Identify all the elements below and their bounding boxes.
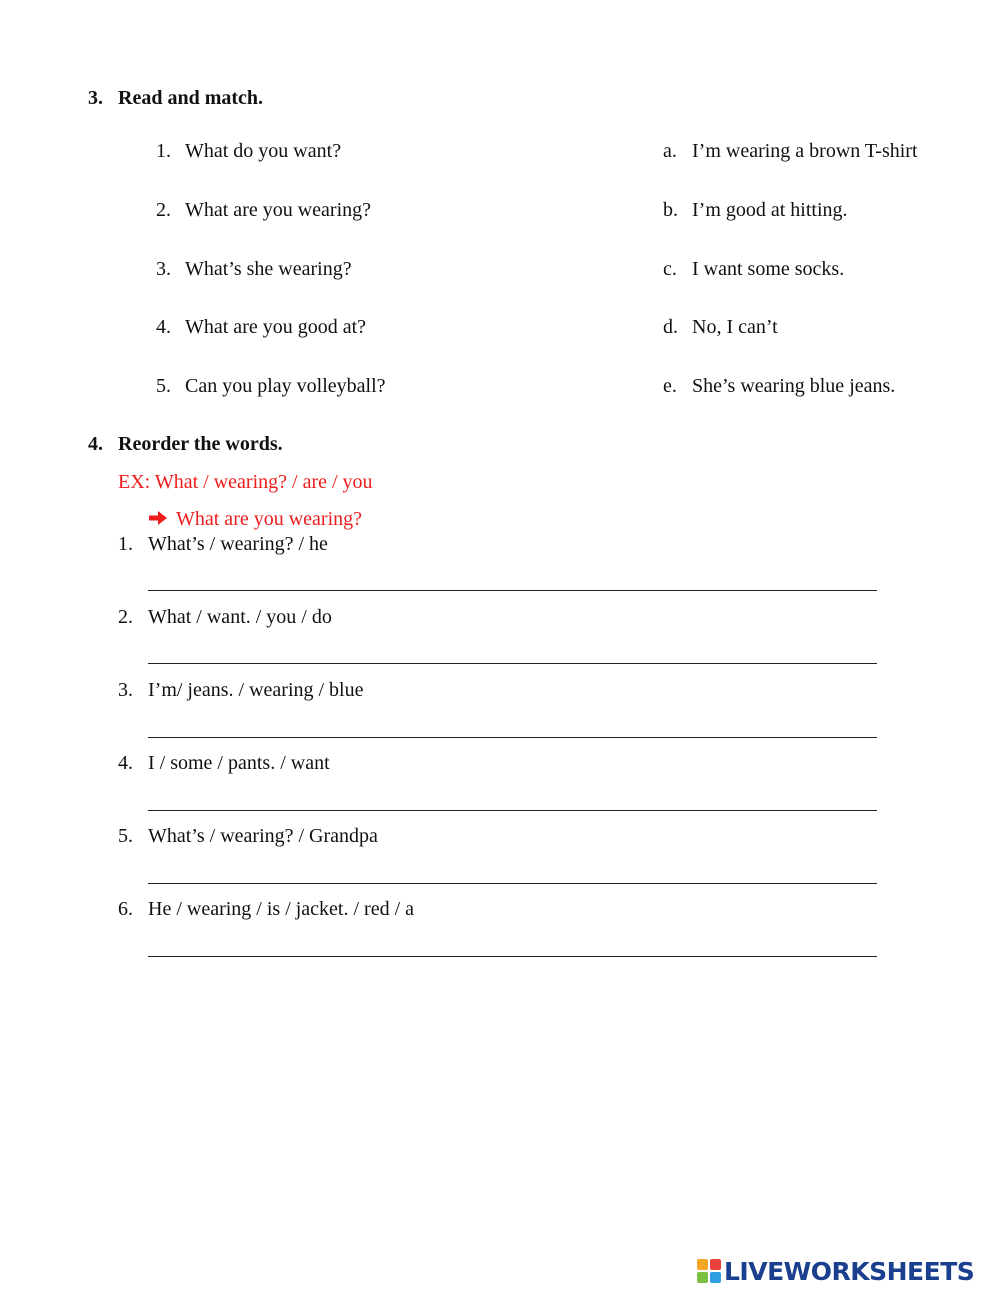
question-number: 5. <box>156 375 171 397</box>
question-text: What’s she wearing? <box>185 258 352 280</box>
logo-block-i <box>710 1259 721 1270</box>
item-words: What’s / wearing? / he <box>148 533 328 555</box>
answer-letter: b. <box>663 199 678 221</box>
arrow-right-icon <box>148 510 168 526</box>
answer-letter: a. <box>663 140 677 162</box>
item-number: 4. <box>118 752 133 774</box>
answer-letter: c. <box>663 258 677 280</box>
question-text: What are you wearing? <box>185 199 372 221</box>
answer-text: She’s wearing blue jeans. <box>692 375 896 397</box>
section4-title: Reorder the words. <box>118 433 283 455</box>
example-answer: What are you wearing? <box>176 508 363 530</box>
example-prompt: EX: What / wearing? / are / you <box>118 471 373 493</box>
brand-name: LIVEWORKSHEETS <box>724 1256 975 1286</box>
liveworksheets-logo-icon <box>697 1259 721 1283</box>
answer-text: No, I can’t <box>692 316 778 338</box>
logo-block-e <box>710 1272 721 1283</box>
question-text: Can you play volleyball? <box>185 375 386 397</box>
section4-number: 4. <box>88 433 103 455</box>
answer-blank[interactable] <box>148 956 877 957</box>
section3-number: 3. <box>88 87 103 109</box>
question-text: What are you good at? <box>185 316 367 338</box>
item-words: He / wearing / is / jacket. / red / a <box>148 898 415 920</box>
question-text: What do you want? <box>185 140 342 162</box>
item-words: I’m/ jeans. / wearing / blue <box>148 679 364 701</box>
item-words: What / want. / you / do <box>148 606 332 628</box>
example-answer-row <box>148 509 362 529</box>
item-number: 5. <box>118 825 133 847</box>
answer-letter: d. <box>663 316 678 338</box>
item-number: 1. <box>118 533 133 555</box>
answer-blank[interactable] <box>148 737 877 738</box>
answer-blank[interactable] <box>148 883 877 884</box>
answer-blank[interactable] <box>148 590 877 591</box>
answer-letter: e. <box>663 375 677 397</box>
section3-title: Read and match. <box>118 87 264 109</box>
question-number: 1. <box>156 140 171 162</box>
answer-text: I’m good at hitting. <box>692 199 848 221</box>
item-words: What’s / wearing? / Grandpa <box>148 825 378 847</box>
item-number: 3. <box>118 679 133 701</box>
answer-blank[interactable] <box>148 663 877 664</box>
liveworksheets-logo[interactable] <box>697 1258 974 1284</box>
item-words: I / some / pants. / want <box>148 752 330 774</box>
item-number: 2. <box>118 606 133 628</box>
item-number: 6. <box>118 898 133 920</box>
question-number: 3. <box>156 258 171 280</box>
question-number: 2. <box>156 199 171 221</box>
answer-blank[interactable] <box>148 810 877 811</box>
logo-block-v <box>697 1272 708 1283</box>
answer-text: I’m wearing a brown T-shirt <box>692 140 918 162</box>
question-number: 4. <box>156 316 171 338</box>
logo-block-l <box>697 1259 708 1270</box>
answer-text: I want some socks. <box>692 258 845 280</box>
